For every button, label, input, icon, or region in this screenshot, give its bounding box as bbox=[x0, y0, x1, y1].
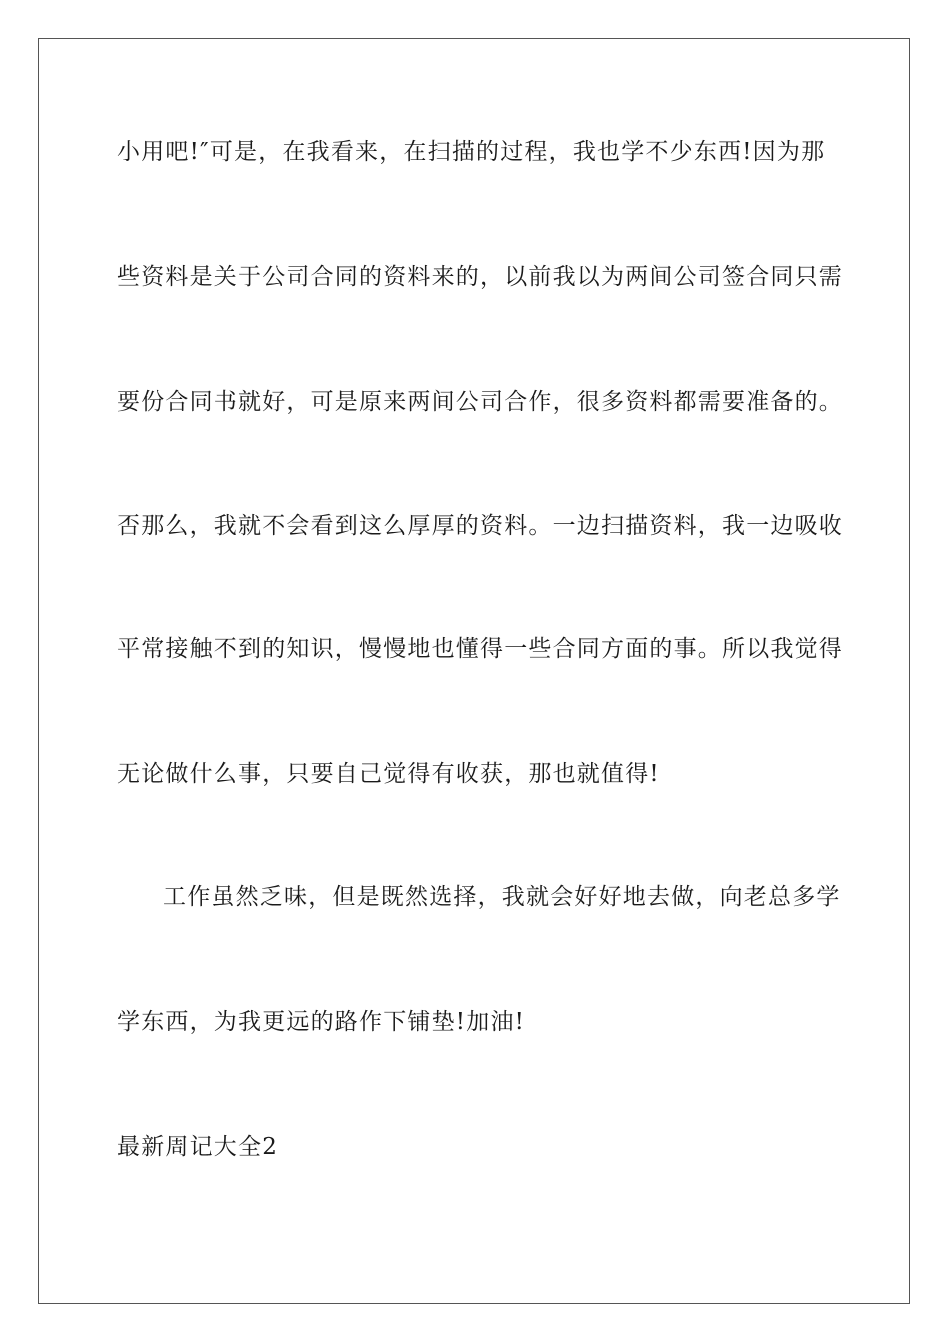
section-heading: 最新周记大全2 bbox=[117, 1134, 279, 1160]
body-text-line: 小用吧!″可是，在我看来，在扫描的过程，我也学不少东西!因为那 bbox=[117, 139, 826, 165]
body-text-line: 学东西，为我更远的路作下铺垫!加油! bbox=[117, 1009, 526, 1035]
body-text-line: 否那么，我就不会看到这么厚厚的资料。一边扫描资料，我一边吸收 bbox=[117, 513, 843, 539]
body-text-line-indented: 工作虽然乏味，但是既然选择，我就会好好地去做，向老总多学 bbox=[163, 884, 841, 910]
body-text-line: 要份合同书就好，可是原来两间公司合作，很多资料都需要准备的。 bbox=[117, 389, 843, 415]
body-text-line: 些资料是关于公司合同的资料来的，以前我以为两间公司签合同只需 bbox=[117, 264, 843, 290]
body-text-line: 平常接触不到的知识，慢慢地也懂得一些合同方面的事。所以我觉得 bbox=[117, 636, 843, 662]
body-text-line: 无论做什么事，只要自己觉得有收获，那也就值得! bbox=[117, 761, 660, 787]
page-border bbox=[38, 38, 910, 1304]
